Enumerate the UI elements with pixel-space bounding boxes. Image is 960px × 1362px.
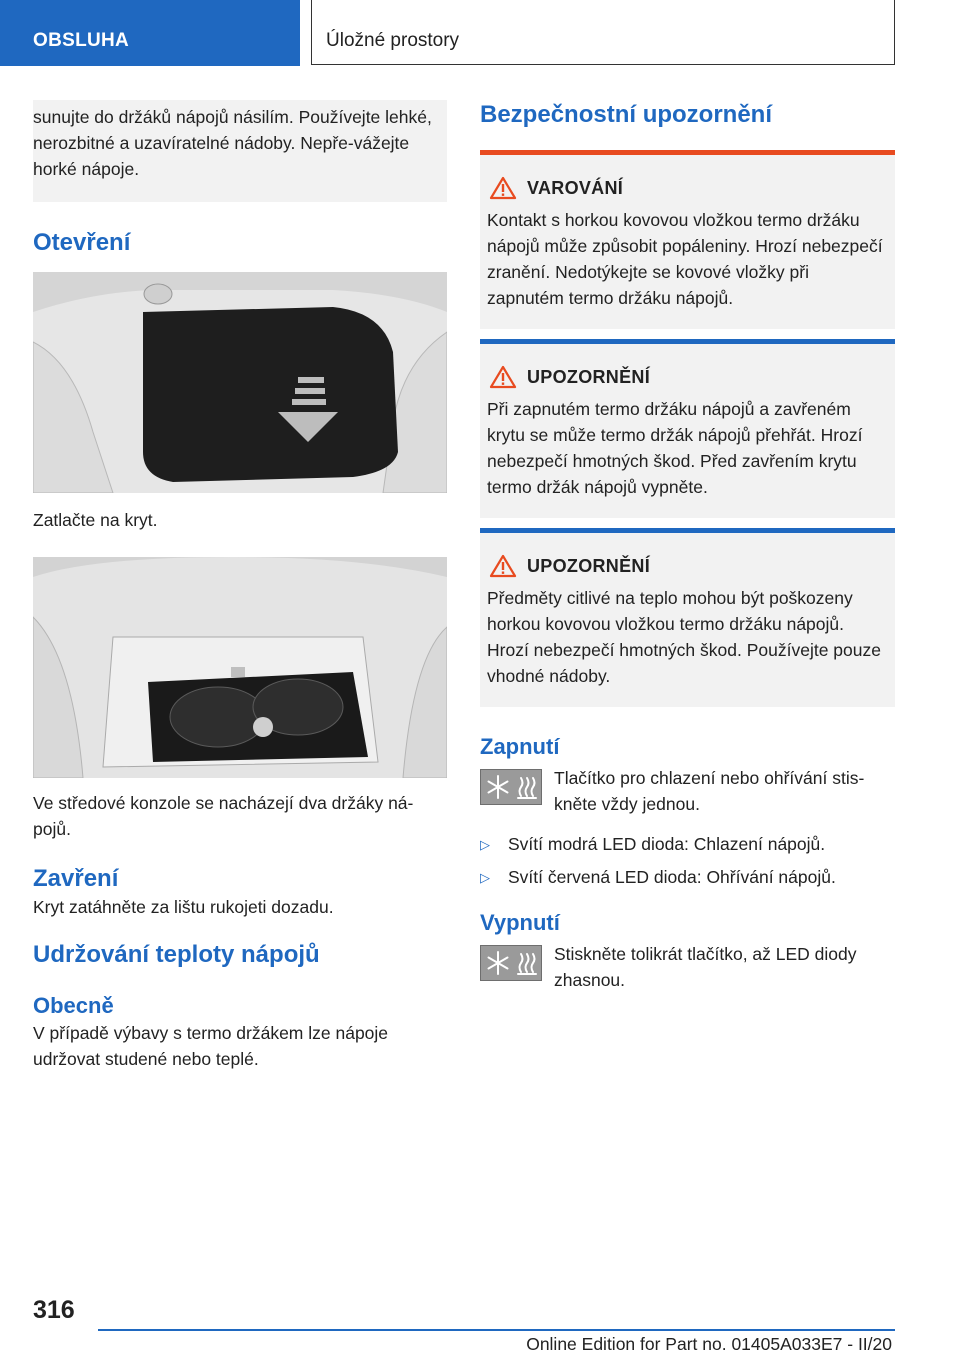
caution-triangle-icon (489, 365, 517, 389)
general-heading: Obecně (33, 993, 114, 1018)
closing-text: Kryt zatáhněte za lištu rukojeti dozadu. (33, 897, 334, 917)
left-column (33, 100, 447, 1072)
list-item-text: Svítí modrá LED dioda: Chlazení nápojů. (508, 834, 826, 854)
switch-on-row (480, 765, 895, 817)
footer-divider (98, 1329, 895, 1331)
caution-header-2 (487, 553, 889, 579)
switch-on-text: Tlačítko pro chlazení nebo ohřívání stis-kněte vždy jednou. (554, 768, 865, 814)
topic-box (311, 0, 895, 65)
switch-off-row (480, 941, 895, 993)
caution-box-1 (480, 339, 895, 518)
list-item (480, 831, 895, 858)
caption-push-cover: Zatlačte na kryt. (33, 510, 158, 530)
switch-on-heading: Zapnutí (480, 734, 560, 759)
edition-text: Online Edition for Part no. 01405A033E7 - II/20 (526, 1334, 892, 1354)
caution-title-1: UPOZORNĚNÍ (527, 366, 651, 387)
warning-triangle-icon (489, 176, 517, 200)
caution-text-1: Při zapnutém termo držáku nápojů a zavřeném krytu se může termo držák nápojů přehřát. Hrozí nebezpečí hmotných škod. Před zavřením krytu termo držák nápojů vypněte. (487, 399, 863, 497)
section-tab (0, 0, 300, 66)
switch-off-text: Stiskněte tolikrát tlačítko, až LED diody zhasnou. (554, 944, 857, 990)
snowflake-heat-icon (481, 946, 541, 980)
note-box (33, 100, 447, 202)
caution-box-2 (480, 528, 895, 707)
list-item (480, 864, 895, 891)
caution-header-1 (487, 364, 889, 390)
page-header (0, 0, 960, 66)
caution-text-2: Předměty citlivé na teplo mohou být poškozeny horkou kovovou vložkou termo držáku nápojů. Hrozí nebezpečí hmotných škod. Používejte pouze vhodné nádoby. (487, 588, 881, 686)
right-column (480, 100, 895, 993)
led-status-list (480, 831, 895, 891)
warning-title: VAROVÁNÍ (527, 177, 624, 198)
page-number: 316 (33, 1296, 75, 1324)
note-text: sunujte do držáků nápojů násilím. Používejte lehké, nerozbitné a uzavíratelné nádoby. Nepře-vážejte horké nápoje. (33, 107, 432, 179)
caution-title-2: UPOZORNĚNÍ (527, 555, 651, 576)
bullet-arrow-icon: ▷ (480, 837, 490, 852)
general-text: V případě výbavy s termo držákem lze nápoje udržovat studené nebo teplé. (33, 1023, 389, 1069)
list-item-text: Svítí červená LED dioda: Ohřívání nápojů. (508, 867, 836, 887)
bullet-arrow-icon: ▷ (480, 870, 490, 885)
cover-closed-drawing (33, 272, 447, 493)
closing-heading: Zavření (33, 865, 119, 892)
cooling-heating-button-icon (480, 945, 542, 981)
topic-title: Úložné prostory (326, 30, 460, 51)
temperature-heading: Udržování teploty nápojů (33, 941, 320, 968)
switch-off-heading: Vypnutí (480, 910, 560, 935)
warning-header (487, 175, 889, 201)
opening-heading: Otevření (33, 229, 131, 256)
snowflake-heat-icon (481, 770, 541, 804)
section-label: OBSLUHA (33, 30, 130, 51)
cover-closed-illustration (33, 272, 447, 493)
caption-two-holders: Ve středové konzole se nacházejí dva držáky ná-pojů. (33, 793, 414, 839)
caution-triangle-icon (489, 554, 517, 578)
cooling-heating-button-icon (480, 769, 542, 805)
safety-heading: Bezpečnostní upozornění (480, 101, 773, 128)
cup-holders-drawing (33, 557, 447, 778)
warning-text: Kontakt s horkou kovovou vložkou termo držáku nápojů může způsobit popáleniny. Hrozí nebezpečí zranění. Nedotýkejte se kovové vložky při zapnutém termo držáku nápojů. (487, 210, 883, 308)
warning-box (480, 150, 895, 329)
cup-holders-illustration (33, 557, 447, 778)
